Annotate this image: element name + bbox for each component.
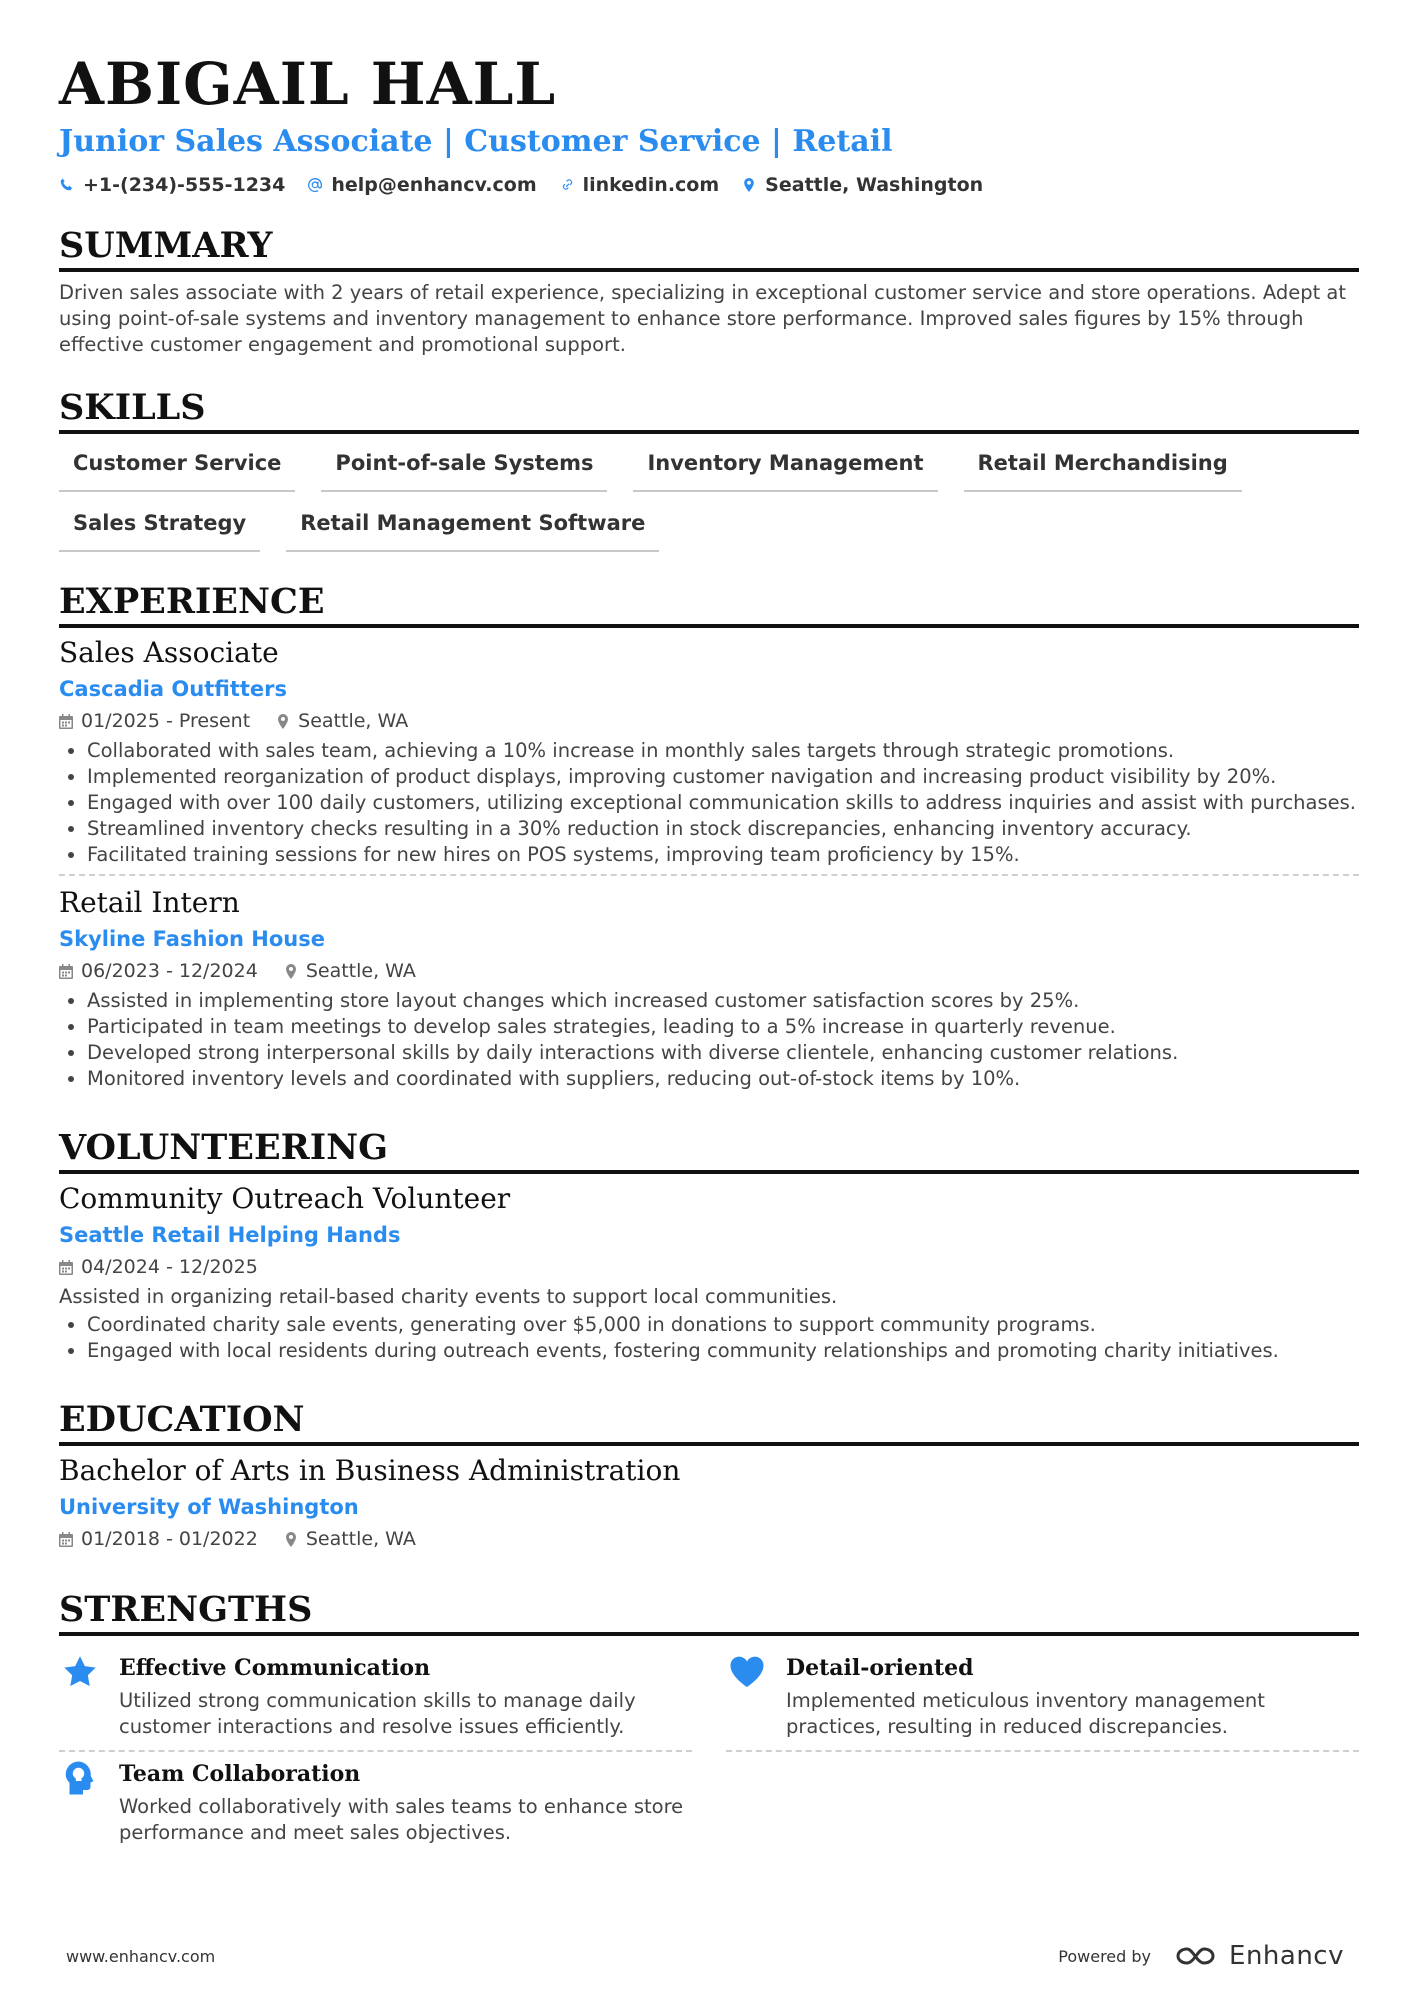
school-name: University of Washington (59, 1495, 359, 1519)
bullet-item: • Developed strong interpersonal skills by daily interactions with diverse clientele, enhancing customer relations. (87, 1040, 1359, 1066)
education-dates-text: 01/2018 - 01/2022 (81, 1528, 258, 1550)
skills-list (59, 446, 1359, 552)
job-title: Retail Intern (59, 886, 240, 919)
company-name: Cascadia Outfitters (59, 677, 287, 701)
strengths-title: STRENGTHS (59, 1590, 1359, 1636)
location-icon (284, 964, 298, 979)
bullet-item: • Streamlined inventory checks resulting in a 30% reduction in stock discrepancies, enhancing inventory accuracy. (87, 816, 1359, 842)
strengths-grid (59, 1646, 1359, 1856)
star-icon (62, 1654, 98, 1690)
summary-title: SUMMARY (59, 226, 1359, 272)
job-location-text: Seattle, WA (305, 960, 416, 982)
job-dates-text: 06/2023 - 12/2024 (81, 960, 258, 982)
education-title: EDUCATION (59, 1400, 1359, 1446)
enhancv-logo-icon (1173, 1943, 1221, 1969)
candidate-name: ABIGAIL HALL (59, 50, 557, 118)
volunteer-dates (59, 1252, 258, 1282)
location-icon (284, 1532, 298, 1547)
skill-tag: Customer Service (59, 446, 295, 492)
brand-name: Enhancv (1229, 1941, 1344, 1971)
education-meta (59, 1524, 1359, 1554)
bullet-item: • Engaged with local residents during outreach events, fostering community relationships and promoting charity initiatives. (87, 1338, 1359, 1364)
strength-description: Implemented meticulous inventory management practices, resulting in reduced discrepancies. (786, 1689, 1265, 1738)
strength-item (59, 1752, 692, 1856)
job-meta (59, 706, 1359, 736)
summary-text: Driven sales associate with 2 years of retail experience, specializing in exceptional customer service and store operations. Adept at using point-of-sale systems and inventory management to enhance store performance. Improved sales figures by 15% through effective customer engagement and promotional support. (59, 281, 1347, 356)
education-section (59, 1400, 1359, 1560)
summary-section (59, 226, 1359, 358)
strength-item (726, 1646, 1359, 1752)
skill-tag: Point-of-sale Systems (321, 446, 607, 492)
skill-tag: Inventory Management (633, 446, 937, 492)
location-icon (741, 177, 757, 193)
powered-by (1058, 1941, 1344, 1971)
powered-by-label: Powered by (1058, 1946, 1152, 1966)
contact-phone[interactable] (59, 174, 285, 196)
location-icon (276, 714, 290, 729)
job-bullets (59, 988, 1359, 1092)
resume-header (59, 50, 1359, 196)
heart-icon (729, 1654, 765, 1690)
strength-description: Utilized strong communication skills to manage daily customer interactions and resolve issues efficiently. (119, 1689, 636, 1738)
volunteer-bullets (59, 1312, 1359, 1364)
job-location-text: Seattle, WA (298, 710, 409, 732)
volunteer-dates-text: 04/2024 - 12/2025 (81, 1256, 258, 1278)
job-title: Sales Associate (59, 636, 279, 669)
contact-bar (59, 174, 1359, 196)
footer-website-link[interactable]: www.enhancv.com (66, 1946, 216, 1966)
education-location (284, 1524, 416, 1554)
bullet-item: • Assisted in implementing store layout changes which increased customer satisfaction scores by 25%. (87, 988, 1359, 1014)
strength-description: Worked collaboratively with sales teams to enhance store performance and meet sales objectives. (119, 1795, 684, 1844)
skills-section (59, 388, 1359, 552)
job-location (276, 706, 408, 736)
degree-title: Bachelor of Arts in Business Administration (59, 1454, 681, 1487)
bullet-item: • Monitored inventory levels and coordinated with suppliers, reducing out-of-stock items by 10%. (87, 1066, 1359, 1092)
strength-icon-wrap (59, 1758, 101, 1846)
education-entry (59, 1452, 1359, 1560)
bullet-item: • Participated in team meetings to develop sales strategies, leading to a 5% increase in quarterly revenue. (87, 1014, 1359, 1040)
experience-entry (59, 884, 1359, 1098)
calendar-icon (59, 1532, 73, 1547)
job-dates-text: 01/2025 - Present (81, 710, 251, 732)
volunteer-org: Seattle Retail Helping Hands (59, 1223, 401, 1247)
strength-title: Team Collaboration (119, 1761, 361, 1787)
strengths-section (59, 1590, 1359, 1856)
strength-title: Effective Communication (119, 1655, 431, 1681)
job-dates (59, 956, 258, 986)
resume-page (59, 50, 1359, 1856)
strength-item (59, 1646, 692, 1752)
experience-title: EXPERIENCE (59, 582, 1359, 628)
bullet-item: • Engaged with over 100 daily customers, utilizing exceptional communication skills to address inquiries and assist with purchases. (87, 790, 1359, 816)
job-dates (59, 706, 250, 736)
bullet-item: • Facilitated training sessions for new hires on POS systems, improving team proficiency by 15%. (87, 842, 1359, 868)
strength-icon-wrap (59, 1652, 101, 1740)
job-meta (59, 956, 1359, 986)
contact-email[interactable] (307, 174, 536, 196)
contact-linkedin[interactable] (559, 174, 720, 196)
education-location-text: Seattle, WA (305, 1528, 416, 1550)
contact-location-text: Seattle, Washington (765, 174, 984, 196)
strength-title: Detail-oriented (786, 1655, 974, 1681)
contact-linkedin-text: linkedin.com (582, 174, 720, 196)
head-icon (62, 1760, 98, 1796)
strength-icon-wrap (726, 1652, 768, 1740)
skill-tag: Retail Management Software (286, 506, 659, 552)
contact-phone-text: +1-(234)-555-1234 (83, 174, 286, 196)
volunteer-description: Assisted in organizing retail-based charity events to support local communities. (59, 1285, 838, 1308)
volunteering-entry (59, 1180, 1359, 1370)
education-dates (59, 1524, 258, 1554)
calendar-icon (59, 964, 73, 979)
job-bullets (59, 738, 1359, 868)
brand-logo[interactable] (1173, 1941, 1344, 1971)
bullet-item: • Collaborated with sales team, achieving a 10% increase in monthly sales targets through strategic promotions. (87, 738, 1359, 764)
contact-location (741, 174, 983, 196)
volunteer-meta (59, 1252, 1359, 1282)
volunteer-role: Community Outreach Volunteer (59, 1182, 511, 1215)
contact-email-text: help@enhancv.com (331, 174, 537, 196)
company-name: Skyline Fashion House (59, 927, 325, 951)
volunteering-title: VOLUNTEERING (59, 1128, 1359, 1174)
at-icon (307, 177, 323, 193)
bullet-item: • Implemented reorganization of product displays, improving customer navigation and increasing product visibility by 20%. (87, 764, 1359, 790)
page-footer (66, 1941, 1344, 1971)
candidate-headline: Junior Sales Associate | Customer Service | Retail (59, 124, 893, 159)
volunteering-section (59, 1128, 1359, 1370)
calendar-icon (59, 1260, 73, 1275)
bullet-item: • Coordinated charity sale events, generating over $5,000 in donations to support community programs. (87, 1312, 1359, 1338)
experience-entry (59, 634, 1359, 876)
experience-section (59, 582, 1359, 1098)
skills-title: SKILLS (59, 388, 1359, 434)
job-location (284, 956, 416, 986)
skill-tag: Retail Merchandising (964, 446, 1242, 492)
calendar-icon (59, 714, 73, 729)
link-icon (559, 177, 575, 193)
skill-tag: Sales Strategy (59, 506, 260, 552)
phone-icon (59, 177, 75, 193)
